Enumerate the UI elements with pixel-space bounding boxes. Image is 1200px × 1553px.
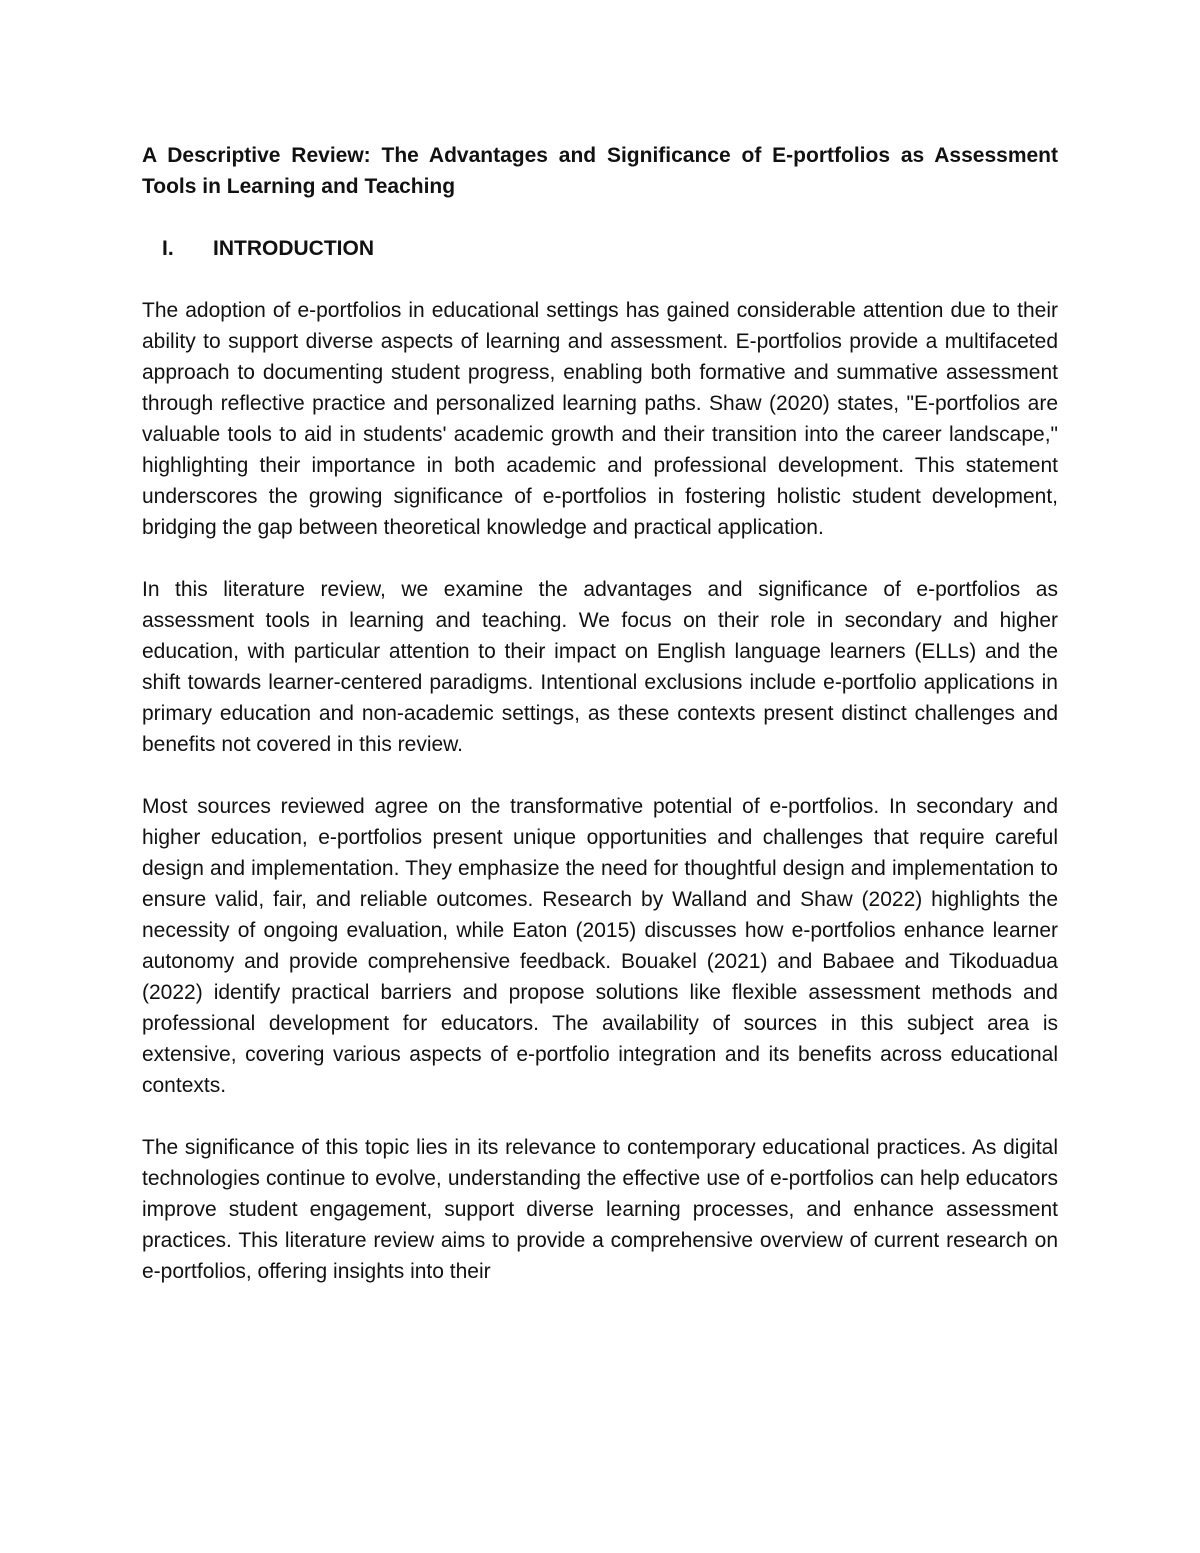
section-number: I. [162, 237, 174, 260]
paragraph-1: The adoption of e-portfolios in educational settings has gained considerable attention due to their ability to support diverse aspects of learning and assessment. E-portfolios provide a multifaceted approach to documenting student progress, enabling both formative and summative assessment through reflective practice and personalized learning paths. Shaw (2020) states, "E-portfolios are valuable tools to aid in students' academic growth and their transition into the career landscape," highlighting their importance in both academic and professional development. This statement underscores the growing significance of e-portfolios in fostering holistic student development, bridging the gap between theoretical knowledge and practical application. [142, 299, 1058, 539]
document-page [142, 140, 1058, 1287]
paragraph-3: Most sources reviewed agree on the transformative potential of e-portfolios. In secondary and higher education, e-portfolios present unique opportunities and challenges that require careful design and implementation. They emphasize the need for thoughtful design and implementation to ensure valid, fair, and reliable outcomes. Research by Walland and Shaw (2022) highlights the necessity of ongoing evaluation, while Eaton (2015) discusses how e-portfolios enhance learner autonomy and provide comprehensive feedback. Bouakel (2021) and Babaee and Tikoduadua (2022) identify practical barriers and propose solutions like flexible assessment methods and professional development for educators. The availability of sources in this subject area is extensive, covering various aspects of e-portfolio integration and its benefits across educational contexts. [142, 795, 1058, 1097]
paragraph-2: In this literature review, we examine the advantages and significance of e-portfolios as assessment tools in learning and teaching. We focus on their role in secondary and higher education, with particular attention to their impact on English language learners (ELLs) and the shift towards learner-centered paradigms. Intentional exclusions include e-portfolio applications in primary education and non-academic settings, as these contexts present distinct challenges and benefits not covered in this review. [142, 578, 1058, 756]
section-title: INTRODUCTION [213, 237, 374, 260]
paragraph-4: The significance of this topic lies in its relevance to contemporary educational practices. As digital technologies continue to evolve, understanding the effective use of e-portfolios can help educators improve student engagement, support diverse learning processes, and enhance assessment practices. This literature review aims to provide a comprehensive overview of current research on e-portfolios, offering insights into their [142, 1136, 1058, 1283]
section-heading [142, 233, 1058, 264]
document-title: A Descriptive Review: The Advantages and Significance of E-portfolios as Assessment Tools in Learning and Teaching [142, 144, 1058, 198]
